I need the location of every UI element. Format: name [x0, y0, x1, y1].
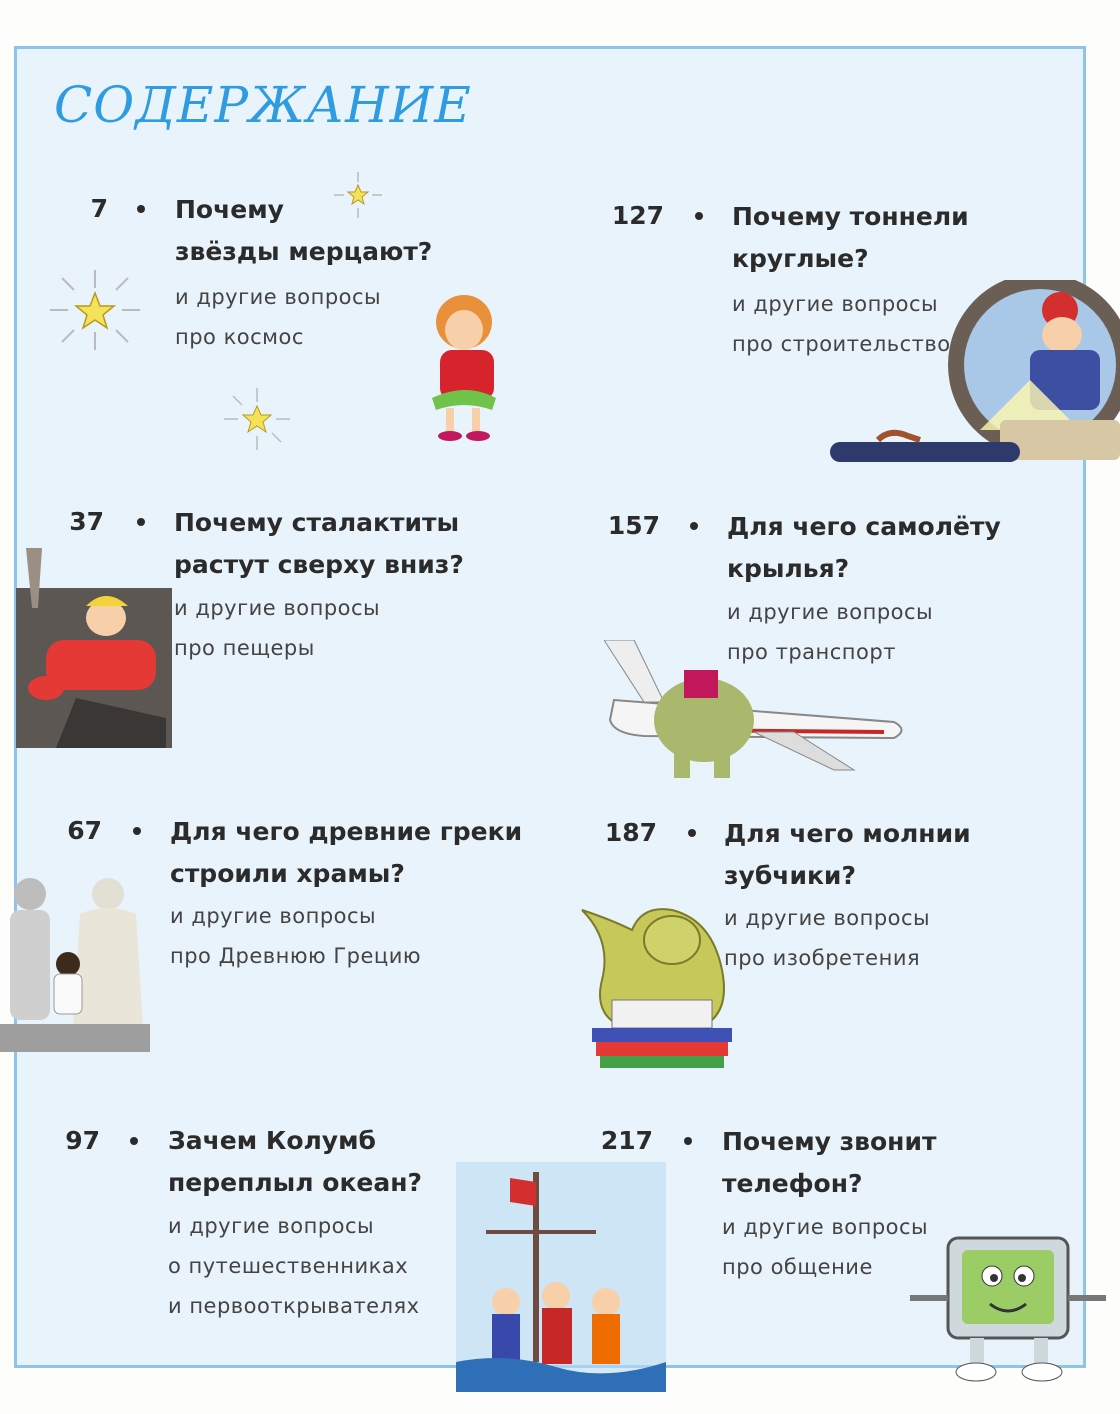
greek-statues-illustration [0, 874, 160, 1054]
bullet [684, 1137, 692, 1145]
bullet [137, 205, 145, 213]
entry-question: Почему звёзды мерцают? [175, 195, 433, 266]
page-number: 157 [607, 511, 660, 540]
computer-character-illustration [900, 1228, 1114, 1384]
bullet [130, 1137, 138, 1145]
entry-question: Почему сталактиты растут сверху вниз? [174, 508, 464, 579]
star-icon [218, 384, 296, 454]
page-number: 37 [69, 507, 104, 536]
entry-subtitle: и другие вопросы о путешественниках и первооткрывателях [168, 1214, 420, 1318]
page-title: СОДЕРЖАНИЕ [54, 76, 472, 134]
page-number: 127 [611, 201, 664, 230]
cave-explorer-illustration [16, 548, 172, 748]
page-number: 217 [600, 1126, 653, 1155]
bullet [137, 518, 145, 526]
bullet [688, 829, 696, 837]
entry-subtitle: и другие вопросы про космос [175, 285, 382, 349]
entry-question: Для чего молнии зубчики? [724, 819, 971, 890]
page-number: 67 [67, 816, 102, 845]
entry-subtitle: и другие вопросы про общение [722, 1215, 929, 1279]
bullet [133, 827, 141, 835]
explorers-ship-illustration [456, 1162, 666, 1392]
dragon-inventor-illustration [572, 900, 742, 1070]
star-icon [40, 260, 150, 360]
entry-subtitle: и другие вопросы про Древнюю Грецию [170, 904, 422, 968]
page-number: 7 [90, 194, 108, 223]
child-thinking-illustration [420, 292, 512, 444]
page-number: 187 [604, 818, 657, 847]
entry-subtitle: и другие вопросы про транспорт [727, 600, 934, 664]
airplane-dinosaur-illustration [604, 640, 914, 780]
entry-subtitle: и другие вопросы про строительство [732, 292, 951, 356]
entry-subtitle: и другие вопросы про пещеры [174, 596, 381, 660]
bullet [690, 522, 698, 530]
entry-question: Почему звонит телефон? [722, 1127, 937, 1198]
entry-subtitle: и другие вопросы про изобретения [724, 906, 931, 970]
entry-question: Почему тоннели круглые? [732, 202, 969, 273]
page-number: 97 [65, 1126, 100, 1155]
entry-question: Для чего древние греки строили храмы? [170, 817, 523, 888]
bullet [695, 212, 703, 220]
entry-question: Для чего самолёту крылья? [727, 512, 1001, 583]
entry-question: Зачем Колумб переплыл океан? [168, 1126, 423, 1197]
star-icon [330, 170, 386, 220]
tunnel-worker-illustration [830, 280, 1120, 470]
